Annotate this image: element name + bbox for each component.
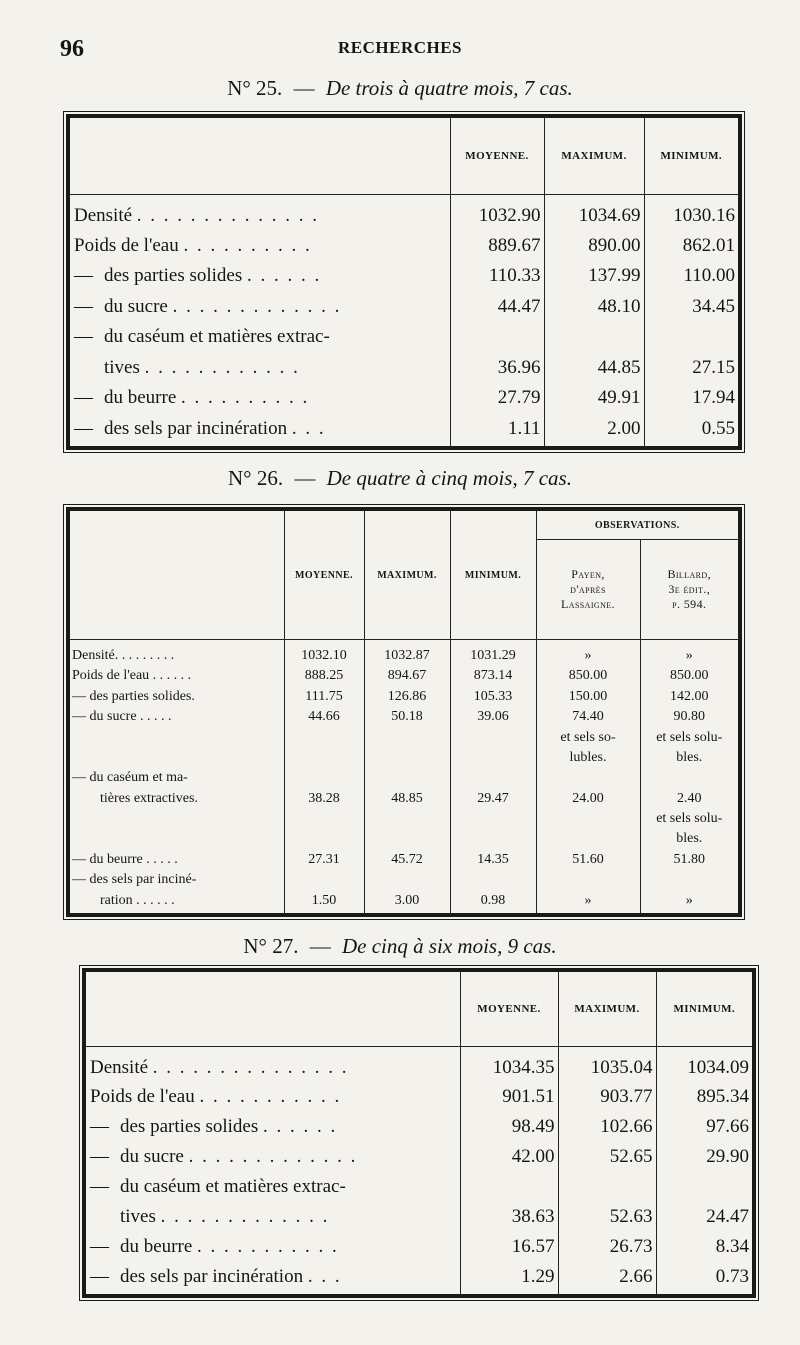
table-25-number: N° 25.: [227, 76, 283, 100]
row-label-text: tives: [104, 356, 140, 378]
row-dash: —: [90, 1116, 109, 1138]
row-label-text: Poids de l'eau: [74, 234, 179, 256]
spacer-cell: [86, 1046, 460, 1055]
value-cell: 1031.29: [450, 648, 536, 668]
value-cell: 110.00: [644, 263, 738, 293]
value-cell: [284, 750, 364, 770]
value-cell: [364, 831, 450, 851]
row-label-text: tives: [120, 1206, 156, 1228]
value-cell: 1.29: [460, 1264, 558, 1294]
value-cell: 894.67: [364, 668, 450, 688]
leader-dots: . . . . . . . . . . . . .: [160, 1206, 330, 1228]
row-dash: —: [90, 1266, 109, 1288]
value-cell: 1030.16: [644, 203, 738, 233]
value-cell: 51.80: [640, 852, 738, 872]
value-cell: 27.31: [284, 852, 364, 872]
column-header: MINIMUM.: [644, 118, 738, 194]
table-row: [70, 355, 738, 385]
row-label: [86, 1264, 460, 1294]
column-header: MAXIMUM.: [364, 511, 450, 640]
row-dash: —: [74, 387, 93, 409]
table-row: [70, 648, 738, 668]
value-cell: 24.47: [656, 1204, 752, 1234]
value-cell: 90.80: [640, 709, 738, 729]
column-header: MAXIMUM.: [558, 972, 656, 1046]
table-26-description: De quatre à cinq mois,: [326, 466, 518, 490]
row-label: [86, 1204, 460, 1234]
table-row: [70, 831, 738, 851]
value-cell: 2.66: [558, 1264, 656, 1294]
leader-dots: . . . . . .: [247, 265, 322, 287]
table-row: [86, 1144, 752, 1174]
value-cell: [450, 872, 536, 892]
spacer-cell: [284, 640, 364, 649]
value-cell: 44.66: [284, 709, 364, 729]
row-label: — du sucre . . . . .: [72, 709, 172, 725]
value-cell: 50.18: [364, 709, 450, 729]
leader-dots: . . . . . . . . . . . .: [144, 356, 300, 378]
table-row: [70, 416, 738, 446]
row-label: [70, 730, 284, 750]
column-header: MINIMUM.: [656, 972, 752, 1046]
leader-dots: . . . . . . . . . . .: [197, 1236, 339, 1258]
row-label: [70, 355, 450, 385]
value-cell: 142.00: [640, 689, 738, 709]
column-header: MOYENNE.: [284, 511, 364, 640]
value-cell: [284, 811, 364, 831]
spacer-cell: [450, 194, 544, 203]
row-dash: —: [74, 326, 93, 348]
spacer-row: [70, 640, 738, 649]
value-cell: 137.99: [544, 263, 644, 293]
row-label-text: du beurre: [104, 387, 177, 409]
value-cell: 17.94: [644, 385, 738, 415]
observation-source-ref: p. 594.: [672, 597, 707, 611]
row-label: [70, 811, 284, 831]
value-cell: [640, 872, 738, 892]
row-label: [70, 203, 450, 233]
spacer-cell: [644, 194, 738, 203]
value-cell: 1032.87: [364, 648, 450, 668]
page-header: [0, 36, 800, 68]
value-cell: 102.66: [558, 1114, 656, 1144]
value-cell: 26.73: [558, 1234, 656, 1264]
value-cell: 97.66: [656, 1114, 752, 1144]
value-cell: 44.85: [544, 355, 644, 385]
column-header: MOYENNE.: [460, 972, 558, 1046]
value-cell: bles.: [640, 831, 738, 851]
value-cell: 34.45: [644, 294, 738, 324]
value-cell: [536, 831, 640, 851]
row-label: [86, 1144, 460, 1174]
table-row: [86, 1174, 752, 1204]
value-cell: 850.00: [536, 668, 640, 688]
column-header: MOYENNE.: [450, 118, 544, 194]
value-cell: 24.00: [536, 791, 640, 811]
value-cell: 16.57: [460, 1234, 558, 1264]
row-label: [70, 324, 450, 354]
table-26: [66, 507, 742, 917]
table-row: [70, 324, 738, 354]
spacer-cell: [364, 640, 450, 649]
row-label: [70, 233, 450, 263]
value-cell: [450, 770, 536, 790]
row-dash: —: [90, 1176, 109, 1198]
observation-source-note: d'après: [570, 582, 606, 596]
leader-dots: . . . . . . . . . . . . . .: [136, 204, 320, 226]
row-label: [86, 1174, 460, 1204]
observation-source-header: [536, 540, 640, 640]
value-cell: 862.01: [644, 233, 738, 263]
value-cell: »: [536, 893, 640, 914]
value-cell: et sels so-: [536, 730, 640, 750]
row-label: [86, 1084, 460, 1114]
value-cell: 2.00: [544, 416, 644, 446]
table-row: [70, 385, 738, 415]
value-cell: 1032.90: [450, 203, 544, 233]
value-cell: bles.: [640, 750, 738, 770]
table-row: [70, 294, 738, 324]
column-header: MINIMUM.: [450, 511, 536, 640]
table-27-caption: [0, 934, 800, 959]
value-cell: 29.90: [656, 1144, 752, 1174]
row-label: [70, 416, 450, 446]
table-row: [86, 1264, 752, 1294]
value-cell: [536, 872, 640, 892]
spacer-cell: [460, 1046, 558, 1055]
table-26-cases: 7 cas.: [522, 466, 572, 490]
row-dash: —: [90, 1236, 109, 1258]
value-cell: [364, 750, 450, 770]
value-cell: [656, 1174, 752, 1204]
value-cell: [450, 750, 536, 770]
row-label: tières extractives.: [100, 790, 198, 806]
value-cell: 895.34: [656, 1084, 752, 1114]
value-cell: [364, 872, 450, 892]
value-cell: 901.51: [460, 1084, 558, 1114]
observations-header: OBSERVATIONS.: [536, 511, 738, 540]
value-cell: 1032.10: [284, 648, 364, 668]
row-label-text: du sucre: [120, 1146, 184, 1168]
value-cell: 1035.04: [558, 1055, 656, 1085]
row-label-text: du sucre: [104, 295, 168, 317]
row-label: — des sels par inciné-: [72, 872, 197, 888]
caption-dash: —: [309, 934, 331, 958]
leader-dots: . . .: [291, 417, 326, 439]
value-cell: 42.00: [460, 1144, 558, 1174]
table-25-caption: [0, 76, 800, 101]
table-row: [70, 852, 738, 872]
table-25-cases: 7 cas.: [523, 76, 573, 100]
row-dash: —: [74, 295, 93, 317]
value-cell: 1034.35: [460, 1055, 558, 1085]
value-cell: 36.96: [450, 355, 544, 385]
leader-dots: . . . . . . . . . . . . .: [172, 295, 342, 317]
value-cell: [284, 831, 364, 851]
value-cell: 38.63: [460, 1204, 558, 1234]
row-label-text: des parties solides: [120, 1116, 259, 1138]
page-number: 96: [60, 36, 84, 62]
table-27-number: N° 27.: [243, 934, 299, 958]
row-label-text: du caséum et matières extrac-: [120, 1176, 346, 1198]
value-cell: 52.63: [558, 1204, 656, 1234]
table-row: [86, 1114, 752, 1144]
spacer-cell: [70, 640, 284, 649]
row-label: [70, 750, 284, 770]
table-row: [70, 203, 738, 233]
row-label-text: des parties solides: [104, 265, 243, 287]
table-25-description: De trois à quatre mois,: [325, 76, 519, 100]
leader-dots: . . . . . . . . . .: [183, 234, 312, 256]
table-row: [70, 872, 738, 892]
value-cell: lubles.: [536, 750, 640, 770]
row-label: Densité. . . . . . . . .: [72, 648, 175, 663]
value-cell: [284, 730, 364, 750]
value-cell: [644, 324, 738, 354]
running-head: RECHERCHES: [337, 38, 463, 57]
spacer-cell: [70, 194, 450, 203]
table-26-number: N° 26.: [228, 466, 284, 490]
value-cell: »: [640, 893, 738, 914]
observation-source-name: Payen,: [571, 567, 605, 581]
observation-source-note: 3e édit.,: [668, 582, 711, 596]
spacer-cell: [450, 640, 536, 649]
row-label: [86, 1114, 460, 1144]
value-cell: 98.49: [460, 1114, 558, 1144]
table-row: [86, 1055, 752, 1085]
value-cell: 45.72: [364, 852, 450, 872]
row-label: [86, 1055, 460, 1085]
row-label: [70, 385, 450, 415]
value-cell: 126.86: [364, 689, 450, 709]
value-cell: 850.00: [640, 668, 738, 688]
row-label: Poids de l'eau . . . . . .: [72, 668, 192, 684]
value-cell: 873.14: [450, 668, 536, 688]
label-column-header: [70, 118, 450, 194]
leader-dots: . . .: [307, 1266, 342, 1288]
label-column-header: [70, 511, 284, 640]
row-label-text: Densité: [74, 204, 133, 226]
observation-source-ref: Lassaigne.: [561, 597, 615, 611]
row-label: — du caséum et ma-: [72, 770, 188, 786]
value-cell: 890.00: [544, 233, 644, 263]
leader-dots: . . . . . .: [263, 1116, 338, 1138]
label-column-header: [86, 972, 460, 1046]
table-row: [86, 1084, 752, 1114]
value-cell: 888.25: [284, 668, 364, 688]
observation-source-header: [640, 540, 738, 640]
spacer-cell: [536, 640, 640, 649]
value-cell: 3.00: [364, 893, 450, 914]
spacer-row: [86, 1046, 752, 1055]
leader-dots: . . . . . . . . . . .: [199, 1086, 342, 1108]
value-cell: [364, 730, 450, 750]
table-row: [70, 233, 738, 263]
row-label-text: Densité: [90, 1056, 149, 1078]
value-cell: 52.65: [558, 1144, 656, 1174]
value-cell: 29.47: [450, 791, 536, 811]
value-cell: [364, 811, 450, 831]
table-row: [70, 709, 738, 729]
value-cell: 51.60: [536, 852, 640, 872]
value-cell: 889.67: [450, 233, 544, 263]
spacer-cell: [544, 194, 644, 203]
value-cell: 27.79: [450, 385, 544, 415]
row-label-text: Poids de l'eau: [90, 1086, 195, 1108]
leader-dots: . . . . . . . . . .: [181, 387, 310, 409]
table-row: [70, 668, 738, 688]
value-cell: et sels solu-: [640, 811, 738, 831]
value-cell: 8.34: [656, 1234, 752, 1264]
row-label-text: des sels par incinération: [120, 1266, 304, 1288]
value-cell: [558, 1174, 656, 1204]
row-label: — des parties solides.: [72, 688, 195, 704]
value-cell: [460, 1174, 558, 1204]
value-cell: 44.47: [450, 294, 544, 324]
row-label-text: du beurre: [120, 1236, 193, 1258]
value-cell: [640, 770, 738, 790]
spacer-row: [70, 194, 738, 203]
value-cell: [284, 770, 364, 790]
value-cell: 105.33: [450, 689, 536, 709]
table-row: [70, 791, 738, 811]
row-label: [86, 1234, 460, 1264]
value-cell: 0.73: [656, 1264, 752, 1294]
value-cell: [284, 872, 364, 892]
table-row: [70, 750, 738, 770]
table-row: [70, 811, 738, 831]
value-cell: 1034.69: [544, 203, 644, 233]
value-cell: 0.55: [644, 416, 738, 446]
table-row: [70, 770, 738, 790]
value-cell: 27.15: [644, 355, 738, 385]
row-dash: —: [74, 417, 93, 439]
value-cell: 0.98: [450, 893, 536, 914]
table-row: [86, 1204, 752, 1234]
value-cell: 74.40: [536, 709, 640, 729]
table-row: [86, 1234, 752, 1264]
value-cell: 2.40: [640, 791, 738, 811]
table-row: [70, 730, 738, 750]
value-cell: 39.06: [450, 709, 536, 729]
table-25: [66, 114, 742, 450]
value-cell: [536, 770, 640, 790]
value-cell: 38.28: [284, 791, 364, 811]
column-header: MAXIMUM.: [544, 118, 644, 194]
value-cell: [536, 811, 640, 831]
row-label-text: des sels par incinération: [104, 417, 288, 439]
value-cell: 1.50: [284, 893, 364, 914]
value-cell: 14.35: [450, 852, 536, 872]
value-cell: 110.33: [450, 263, 544, 293]
value-cell: 48.85: [364, 791, 450, 811]
table-27-cases: 9 cas.: [507, 934, 557, 958]
table-row: [70, 893, 738, 914]
row-label-text: du caséum et matières extrac-: [104, 326, 330, 348]
value-cell: [450, 730, 536, 750]
value-cell: »: [536, 648, 640, 668]
row-dash: —: [90, 1146, 109, 1168]
value-cell: [544, 324, 644, 354]
spacer-cell: [656, 1046, 752, 1055]
spacer-cell: [640, 640, 738, 649]
table-27: [82, 968, 756, 1298]
value-cell: [450, 811, 536, 831]
value-cell: »: [640, 648, 738, 668]
value-cell: 111.75: [284, 689, 364, 709]
spacer-cell: [558, 1046, 656, 1055]
caption-dash: —: [294, 466, 316, 490]
observation-source-name: Billard,: [667, 567, 712, 581]
leader-dots: . . . . . . . . . . . . .: [188, 1146, 358, 1168]
value-cell: 1034.09: [656, 1055, 752, 1085]
value-cell: 903.77: [558, 1084, 656, 1114]
row-label: [70, 831, 284, 851]
value-cell: 150.00: [536, 689, 640, 709]
value-cell: [364, 770, 450, 790]
leader-dots: . . . . . . . . . . . . . . .: [152, 1056, 349, 1078]
value-cell: et sels solu-: [640, 730, 738, 750]
table-row: [70, 263, 738, 293]
value-cell: [450, 831, 536, 851]
row-label: ration . . . . . .: [100, 892, 175, 908]
table-26-caption: [0, 466, 800, 491]
value-cell: 1.11: [450, 416, 544, 446]
table-27-description: De cinq à six mois,: [341, 934, 503, 958]
caption-dash: —: [293, 76, 315, 100]
value-cell: 48.10: [544, 294, 644, 324]
value-cell: 49.91: [544, 385, 644, 415]
row-label: [70, 294, 450, 324]
row-label: — du beurre . . . . .: [72, 851, 178, 867]
table-row: [70, 689, 738, 709]
row-label: [70, 263, 450, 293]
row-dash: —: [74, 265, 93, 287]
value-cell: [450, 324, 544, 354]
